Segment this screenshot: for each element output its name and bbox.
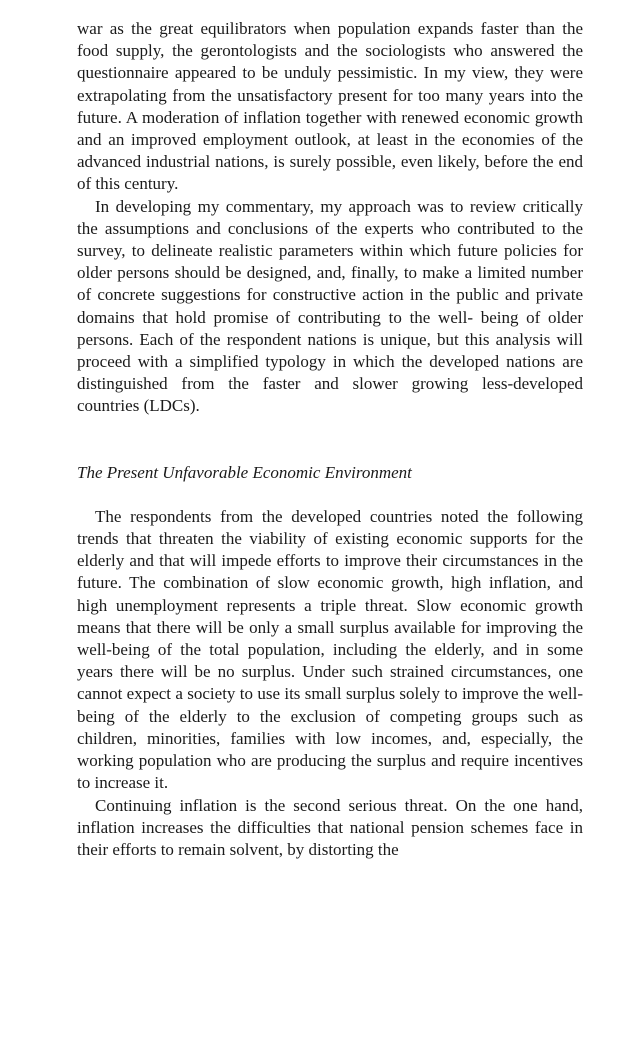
spacer xyxy=(77,418,583,462)
document-page xyxy=(77,18,583,861)
section-heading: The Present Unfavorable Economic Environment xyxy=(77,462,412,482)
paragraph-continuing-inflation: Continuing inflation is the second serious threat. On the one hand, inflation increases the difficulties that national pension schemes face in their efforts to remain solvent, by distorting the xyxy=(77,795,583,859)
paragraph-inflation-outlook: war as the great equilibrators when population expands faster than the food supply, the gerontologists and the sociologists who answered the questionnaire appeared to be unduly pessimistic. In my view, they were extrapolating from the unsatisfactory present for too many years into the future. A moderation of inflation together with renewed economic growth and an improved employment outlook, at least in the economies of the advanced industrial nations, is surely possible, even likely, before the end of this century. xyxy=(77,19,583,194)
paragraph-triple-threat: The respondents from the developed countries noted the following trends that threaten the viability of existing economic supports for the elderly and that will impede efforts to improve their circumstances in the future. The combination of slow economic growth, high inflation, and high unemployment represents a triple threat. Slow economic growth means that there will be only a small surplus available for improving the well-being of the total population, including the elderly, and in some years there will be no surplus. Under such strained circumstances, one cannot expect a society to use its small surplus solely to improve the well-being of the elderly to the exclusion of competing groups such as children, minorities, families with low incomes, and, especially, the working population who are producing the surplus and require incentives to increase it. xyxy=(77,506,583,793)
paragraph-commentary-approach: In developing my commentary, my approach was to review critically the assumptions and conclusions of the experts who contributed to the survey, to delineate realistic parameters within which future policies for older persons should be designed, and, finally, to make a limited number of concrete suggestions for constructive action in the public and private domains that hold promise of contributing to the well- being of older persons. Each of the respondent nations is unique, but this analysis will proceed with a simplified typology in which the developed nations are distinguished from the faster and slower growing less-developed countries (LDCs). xyxy=(77,196,583,416)
spacer xyxy=(77,484,583,506)
